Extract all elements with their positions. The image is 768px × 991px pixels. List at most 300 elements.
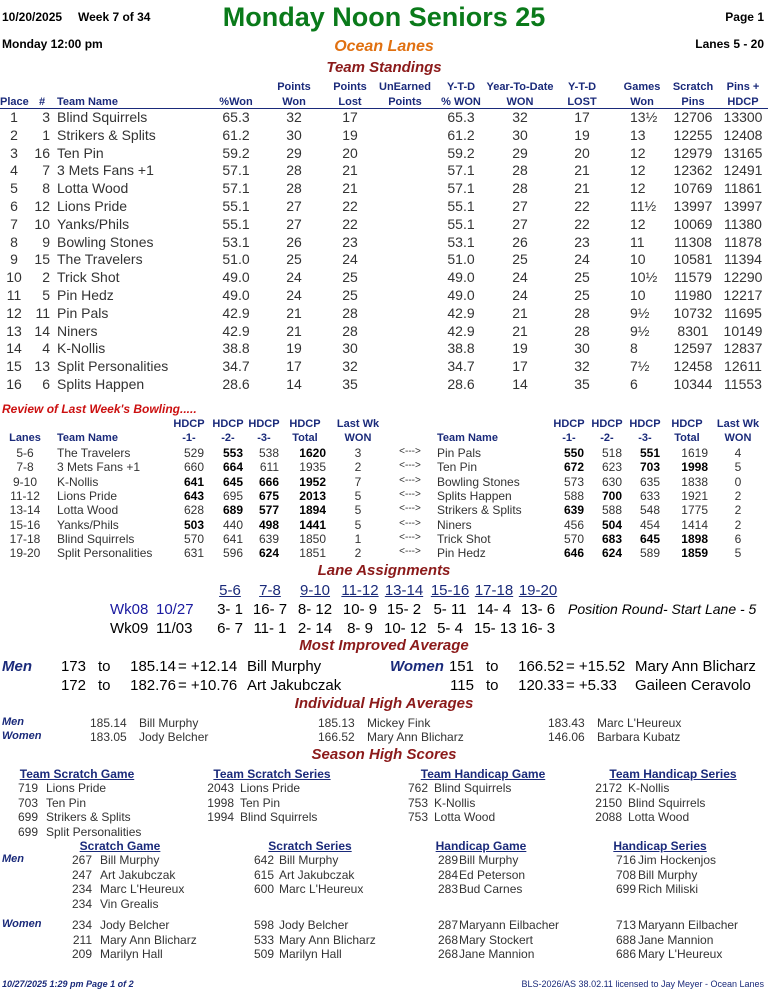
- team-high-score: 1998: [207, 795, 234, 810]
- standings-team: Split Personalities: [57, 358, 169, 375]
- lane-matchup: 16- 3: [520, 620, 556, 637]
- team-high-name: Lotta Wood: [434, 810, 496, 824]
- improved-diff: = +12.14: [178, 658, 238, 675]
- lane-matchup: 5- 11: [433, 601, 467, 618]
- standings-gw: 13: [630, 126, 646, 143]
- standings-ytdw: 27: [512, 198, 528, 214]
- high-avg-title: Individual High Averages: [294, 695, 474, 712]
- lane-pair: 5-6: [219, 582, 241, 599]
- ind-high-name: Art Jakubczak: [100, 867, 176, 882]
- review-total-b: 1859: [681, 546, 708, 561]
- review-score-a3: 624: [258, 546, 279, 561]
- standings-sp: 10732: [673, 304, 713, 321]
- standings-sp: 10769: [673, 180, 713, 197]
- standings-gw: 10½: [630, 269, 658, 286]
- standings-pl: 35: [342, 376, 358, 392]
- standings-place: 10: [6, 269, 22, 286]
- review-score-b2: 518: [601, 446, 622, 460]
- standings-gw: 10: [630, 287, 646, 303]
- standings-ytdw: 19: [512, 340, 528, 357]
- standings-num: 14: [34, 322, 50, 339]
- standings-gw: 6: [630, 376, 638, 392]
- high-avg-value: 146.06: [548, 730, 585, 744]
- standings-team: Pin Hedz: [57, 287, 114, 303]
- review-col-hdcp-b: HDCP: [671, 418, 703, 430]
- standings-pw: 29: [286, 144, 302, 161]
- review-score-a3: 611: [259, 460, 279, 475]
- improved-title: Most Improved Average: [299, 637, 469, 654]
- standings-gw: 13½: [630, 109, 658, 125]
- ind-high-score: 283: [437, 882, 458, 896]
- review-score-b3: 703: [639, 460, 660, 475]
- ind-high-score: 509: [253, 947, 274, 961]
- lane-matchup: 10- 12: [384, 620, 427, 637]
- col-ytdw-1: Year-To-Date: [486, 81, 554, 93]
- review-won-b: 5: [734, 460, 742, 475]
- lane-matchup: 13- 6: [520, 601, 556, 618]
- standings-ytdw: 14: [512, 376, 528, 392]
- standings-pct: 53.1: [222, 233, 250, 250]
- ind-high-score: 211: [72, 932, 92, 947]
- review-score-a3: 675: [258, 488, 279, 503]
- standings-sp: 10344: [673, 376, 713, 392]
- lane-pair: 15-16: [430, 582, 470, 599]
- lane-pair: 19-20: [518, 582, 558, 599]
- standings-gw: 7½: [630, 358, 650, 375]
- review-col-won: WON: [344, 432, 372, 444]
- team-high-name: Blind Squirrels: [434, 781, 512, 795]
- review-score-b2: 588: [601, 503, 622, 518]
- standings-ytdl: 17: [574, 109, 590, 125]
- standings-hp: 11394: [724, 251, 762, 268]
- lane-matchup: 16- 7: [252, 601, 288, 618]
- review-lanes: 11-12: [10, 488, 40, 503]
- review-total-b: 1619: [681, 446, 708, 460]
- high-avg-name: Mickey Fink: [367, 716, 431, 730]
- standings-pct: 51.0: [222, 251, 250, 268]
- lane-pair: 13-14: [384, 582, 424, 599]
- col-ytdp-1: Y-T-D: [446, 81, 476, 93]
- standings-team: The Travelers: [57, 251, 143, 268]
- footer-right: BLS-2026/AS 38.02.11 licensed to Jay Meyer - Ocean Lanes: [521, 979, 764, 989]
- team-high-score: 2043: [207, 781, 234, 795]
- standings-hp: 13997: [723, 198, 763, 214]
- col-pl-2: Lost: [338, 96, 362, 108]
- standings-ytdl: 19: [574, 126, 590, 143]
- standings-ytdl: 21: [574, 180, 590, 197]
- standings-ytdw: 28: [512, 180, 528, 197]
- standings-title: Team Standings: [326, 59, 442, 76]
- standings-pct: 28.6: [222, 376, 250, 392]
- review-vs-arrow: <--->: [399, 546, 421, 558]
- standings-pw: 26: [286, 233, 302, 250]
- ind-high-name: Marc L'Heureux: [100, 882, 185, 896]
- col-hp-2: HDCP: [727, 96, 759, 108]
- review-vs-arrow: <--->: [399, 503, 421, 515]
- standings-num: 11: [35, 304, 50, 321]
- week-label: Wk09: [110, 620, 149, 637]
- ind-high-name: Ed Peterson: [459, 867, 526, 882]
- review-score-a1: 631: [183, 546, 204, 561]
- standings-pw: 27: [286, 215, 302, 232]
- improved-to: 166.52: [518, 658, 564, 675]
- standings-ytdl: 28: [574, 322, 590, 339]
- review-score-a2: 440: [222, 517, 243, 532]
- standings-ytdl: 28: [574, 304, 590, 321]
- ind-high-score: 234: [71, 896, 92, 911]
- review-vs-arrow: <--->: [399, 446, 421, 457]
- standings-ytdp: 55.1: [447, 198, 475, 214]
- standings-ytdl: 23: [574, 233, 590, 250]
- standings-num: 6: [42, 376, 50, 392]
- ind-high-name: Marilyn Hall: [100, 947, 163, 961]
- review-total-a: 1441: [299, 517, 326, 532]
- standings-pct: 49.0: [222, 269, 250, 286]
- col-place: Place: [0, 96, 29, 108]
- standings-ytdl: 25: [574, 269, 590, 286]
- improved-diff: = +10.76: [178, 676, 238, 694]
- col-team: Team Name: [57, 96, 118, 108]
- standings-num: 12: [34, 198, 50, 214]
- review-col-won-b: WON: [724, 432, 752, 444]
- standings-num: 15: [34, 251, 50, 268]
- review-col-team-b: Team Name: [437, 432, 498, 444]
- review-total-b: 1838: [681, 474, 708, 489]
- team-high-score: 2172: [595, 781, 622, 795]
- standings-pw: 14: [286, 376, 302, 392]
- standings-pl: 32: [342, 358, 358, 375]
- standings-pct: 49.0: [222, 287, 250, 303]
- standings-team: Lotta Wood: [57, 180, 129, 197]
- improved-name: Gaileen Ceravolo: [635, 676, 751, 694]
- team-high-score: 2088: [595, 810, 622, 824]
- ind-high-score: 284: [437, 867, 458, 882]
- standings-team: Strikers & Splits: [57, 126, 156, 143]
- standings-gw: 9½: [630, 304, 650, 321]
- standings-team: Ten Pin: [57, 144, 104, 161]
- col-sp-2: Pins: [681, 96, 705, 108]
- review-team-b: Niners: [437, 517, 472, 532]
- review-score-a2: 695: [222, 488, 243, 503]
- standings-ytdp: 61.2: [447, 126, 475, 143]
- review-total-b: 1414: [681, 517, 708, 532]
- col-hp-1: Pins +: [726, 81, 760, 93]
- improved-to-word: to: [98, 658, 111, 675]
- standings-pct: 34.7: [222, 358, 250, 375]
- improved-to-word: to: [98, 676, 111, 694]
- high-avg-value: 185.13: [318, 716, 355, 730]
- standings-pw: 30: [286, 126, 302, 143]
- improved-name: Mary Ann Blicharz: [635, 658, 756, 675]
- standings-place: 1: [10, 109, 18, 125]
- standings-ytdw: 27: [512, 215, 528, 232]
- team-high-score: 699: [17, 810, 38, 824]
- standings-ytdp: 59.2: [447, 144, 475, 161]
- review-won-b: 2: [734, 503, 742, 518]
- standings-pl: 25: [342, 287, 358, 303]
- week-label: Wk08: [110, 601, 149, 618]
- col-ue-1: UnEarned: [379, 81, 431, 93]
- ind-high-header: Scratch Game: [79, 839, 161, 853]
- col-ytdw-2: WON: [506, 96, 534, 108]
- review-score-b1: 588: [563, 488, 584, 503]
- standings-pl: 17: [342, 109, 358, 125]
- review-vs-arrow: <--->: [399, 474, 421, 486]
- team-high-name: Ten Pin: [46, 795, 87, 810]
- ind-high-score: 289: [437, 853, 458, 867]
- team-high-header: Team Scratch Series: [213, 767, 331, 781]
- standings-ytdl: 22: [574, 198, 590, 214]
- team-high-header: Team Scratch Game: [19, 767, 135, 781]
- review-score-a1: 529: [183, 446, 204, 460]
- standings-gw: 11: [630, 233, 645, 250]
- col-sp-1: Scratch: [672, 81, 714, 93]
- standings-sp: 11308: [674, 233, 712, 250]
- review-score-b3: 548: [639, 503, 660, 518]
- season-title: Season High Scores: [311, 746, 457, 763]
- footer-left: 10/27/2025 1:29 pm Page 1 of 2: [2, 979, 134, 989]
- review-vs-arrow: <--->: [399, 460, 421, 472]
- standings-place: 13: [6, 322, 22, 339]
- standings-pct: 55.1: [222, 198, 250, 214]
- standings-hp: 11878: [724, 233, 762, 250]
- col-num: #: [38, 96, 46, 108]
- standings-ytdp: 34.7: [447, 358, 475, 375]
- ind-high-score: 615: [253, 867, 274, 882]
- standings-ytdw: 24: [512, 269, 528, 286]
- review-team-b: Pin Hedz: [437, 546, 486, 561]
- standings-place: 6: [10, 198, 18, 214]
- standings-pl: 24: [342, 251, 358, 268]
- standings-sp: 12706: [673, 109, 713, 125]
- improved-from: 173: [60, 658, 86, 675]
- high-avg-value: 166.52: [318, 730, 355, 744]
- review-score-a1: 660: [183, 460, 204, 475]
- standings-pw: 19: [286, 340, 302, 357]
- review-lanes: 9-10: [12, 474, 38, 489]
- team-high-score: 719: [17, 781, 38, 795]
- standings-ytdp: 49.0: [447, 287, 475, 303]
- ind-high-name: Art Jakubczak: [279, 867, 355, 882]
- lane-pair: 9-10: [299, 582, 331, 599]
- standings-hp: 12611: [724, 358, 762, 375]
- standings-sp: 12458: [673, 358, 713, 375]
- standings-pl: 23: [342, 233, 358, 250]
- col-pw-2: Won: [282, 96, 306, 108]
- review-team-b: Ten Pin: [437, 460, 478, 475]
- review-score-b2: 624: [601, 546, 622, 561]
- high-avg-name: Marc L'Heureux: [597, 716, 682, 730]
- team-high-name: Lotta Wood: [628, 810, 690, 824]
- standings-ytdp: 65.3: [447, 109, 475, 125]
- standings-place: 16: [6, 376, 22, 392]
- standings-pw: 25: [286, 251, 302, 268]
- review-team-a: K-Nollis: [57, 474, 99, 489]
- standings-sp: 12979: [673, 144, 713, 161]
- standings-pct: 61.2: [222, 126, 250, 143]
- lane-matchup: 8- 12: [297, 601, 333, 618]
- review-score-a2: 664: [222, 460, 243, 475]
- standings-place: 11: [6, 287, 22, 303]
- review-total-a: 2013: [299, 488, 326, 503]
- standings-num: 16: [34, 144, 50, 161]
- standings-sp: 10069: [673, 215, 713, 232]
- standings-ytdp: 51.0: [447, 251, 475, 268]
- standings-place: 3: [10, 144, 18, 161]
- season-women-label: Women: [2, 918, 42, 930]
- ind-high-score: 209: [71, 947, 92, 961]
- ind-high-name: Bill Murphy: [100, 853, 160, 867]
- ind-high-score: 267: [71, 853, 92, 867]
- lane-matchup: 11- 1: [253, 620, 287, 637]
- ind-high-name: Mary Stockert: [459, 932, 534, 947]
- review-col-g2-b: -2-: [600, 432, 614, 444]
- ind-high-score: 716: [615, 853, 636, 867]
- review-score-a3: 639: [258, 531, 279, 546]
- improved-diff: = +15.52: [566, 658, 626, 675]
- standings-place: 8: [10, 233, 18, 250]
- standings-gw: 9½: [630, 322, 650, 339]
- high-avg-value: 183.43: [548, 716, 585, 730]
- review-col-tot: Total: [292, 432, 318, 444]
- lane-pair: 11-12: [341, 582, 379, 599]
- review-vs-arrow: <--->: [399, 488, 421, 500]
- standings-pl: 30: [342, 340, 358, 357]
- standings-place: 7: [10, 215, 18, 232]
- ind-high-score: 713: [615, 918, 636, 932]
- review-team-a: Yanks/Phils: [57, 517, 119, 532]
- standings-gw: 12: [630, 144, 646, 161]
- ind-high-score: 600: [253, 882, 274, 896]
- review-col-hdcp: HDCP: [173, 418, 205, 430]
- review-won-a: 5: [354, 517, 362, 532]
- standings-ytdw: 28: [512, 162, 528, 179]
- review-score-b1: 646: [563, 546, 584, 561]
- standings-place: 9: [10, 251, 18, 268]
- standings-sp: 12597: [673, 340, 713, 357]
- review-col-hdcp-b: HDCP: [629, 418, 661, 430]
- ind-high-score: 268: [437, 947, 458, 961]
- review-lanes: 5-6: [16, 446, 34, 460]
- improved-name: Art Jakubczak: [247, 676, 342, 694]
- review-col-hdcp: HDCP: [212, 418, 244, 430]
- standings-num: 13: [34, 358, 50, 375]
- review-score-a3: 538: [258, 446, 279, 460]
- ind-high-name: Bud Carnes: [459, 882, 523, 896]
- high-avg-value: 185.14: [90, 716, 127, 730]
- ind-high-score: 642: [253, 853, 274, 867]
- standings-hp: 12491: [723, 162, 763, 179]
- standings-hp: 12290: [723, 269, 763, 286]
- review-won-b: 6: [734, 531, 742, 546]
- standings-place: 2: [10, 126, 18, 143]
- standings-hp: 11695: [724, 304, 762, 321]
- standings-ytdw: 25: [512, 251, 528, 268]
- standings-pl: 22: [342, 198, 358, 214]
- high-avg-women-label: Women: [2, 730, 42, 742]
- review-team-b: Strikers & Splits: [437, 503, 522, 518]
- ind-high-score: 533: [253, 932, 274, 947]
- review-score-a2: 689: [222, 503, 243, 518]
- lane-matchup: 10- 9: [342, 601, 378, 618]
- standings-pl: 19: [342, 126, 358, 143]
- week-date: 10/27: [156, 601, 194, 618]
- review-col-g2: -2-: [221, 432, 235, 444]
- ind-high-score: 287: [437, 918, 458, 932]
- standings-sp: 11579: [674, 269, 712, 286]
- standings-pl: 21: [342, 180, 358, 197]
- ind-high-score: 598: [253, 918, 274, 932]
- standings-team: Niners: [57, 322, 98, 339]
- review-score-b3: 551: [639, 446, 660, 460]
- improved-to-word: to: [486, 676, 499, 694]
- standings-num: 5: [42, 287, 50, 303]
- review-team-a: 3 Mets Fans +1: [57, 460, 141, 475]
- ind-high-name: Bill Murphy: [279, 853, 339, 867]
- review-team-a: The Travelers: [57, 446, 131, 460]
- standings-num: 8: [42, 180, 50, 197]
- standings-ytdp: 53.1: [447, 233, 475, 250]
- review-total-b: 1775: [681, 503, 708, 518]
- review-score-b1: 672: [563, 460, 584, 475]
- review-team-a: Lions Pride: [57, 488, 118, 503]
- review-score-a1: 628: [183, 503, 204, 518]
- review-score-a1: 503: [183, 517, 204, 532]
- ind-high-name: Bill Murphy: [638, 867, 698, 882]
- review-lanes: 7-8: [16, 460, 34, 475]
- high-avg-name: Bill Murphy: [139, 716, 199, 730]
- review-won-b: 2: [734, 517, 742, 532]
- review-total-b: 1898: [681, 531, 708, 546]
- review-score-b1: 456: [563, 517, 584, 532]
- team-high-name: Blind Squirrels: [628, 795, 706, 810]
- review-score-a1: 643: [183, 488, 204, 503]
- standings-pl: 25: [342, 269, 358, 286]
- improved-to: 182.76: [130, 676, 176, 694]
- ind-high-header: Handicap Game: [435, 839, 527, 853]
- review-score-b1: 550: [563, 446, 584, 460]
- review-col-g3-b: -3-: [638, 432, 652, 444]
- ind-high-score: 708: [615, 867, 636, 882]
- review-score-b3: 589: [639, 546, 660, 561]
- team-high-name: K-Nollis: [434, 795, 476, 810]
- ind-high-name: Maryann Eilbacher: [638, 918, 739, 932]
- standings-team: Yanks/Phils: [57, 215, 130, 232]
- lane-matchup: 15- 13: [474, 620, 517, 637]
- standings-num: 4: [42, 340, 50, 357]
- review-col-hdcp: HDCP: [248, 418, 280, 430]
- review-vs-arrow: <--->: [399, 517, 421, 529]
- standings-pct: 57.1: [222, 180, 250, 197]
- standings-hp: 11380: [724, 215, 762, 232]
- ind-high-name: Jim Hockenjos: [638, 853, 717, 867]
- review-team-b: Pin Pals: [437, 446, 482, 460]
- standings-num: 3: [42, 109, 50, 125]
- standings-ytdp: 42.9: [447, 304, 475, 321]
- standings-place: 5: [10, 180, 18, 197]
- standings-ytdw: 21: [512, 322, 528, 339]
- ind-high-name: Jody Belcher: [100, 918, 170, 932]
- review-team-b: Bowling Stones: [437, 474, 520, 489]
- standings-pct: 65.3: [222, 109, 250, 125]
- review-score-b2: 623: [601, 460, 622, 475]
- review-title: Review of Last Week's Bowling.....: [2, 402, 197, 416]
- lane-matchup: 8- 9: [347, 620, 373, 637]
- review-score-a3: 666: [258, 474, 279, 489]
- ind-high-score: 247: [71, 867, 92, 882]
- ind-high-score: 234: [71, 918, 92, 932]
- standings-num: 9: [42, 233, 50, 250]
